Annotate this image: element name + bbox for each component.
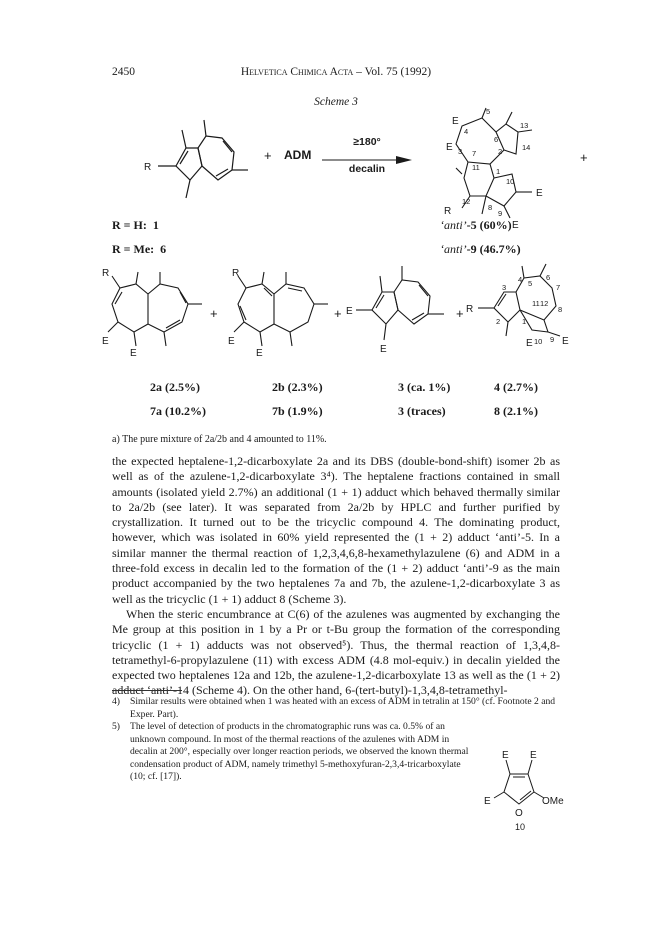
atom-e: E bbox=[530, 750, 537, 761]
locant: 7 bbox=[472, 149, 477, 158]
locant: 5 bbox=[486, 107, 491, 116]
atom-r: R bbox=[232, 268, 240, 279]
plus-sign: + bbox=[456, 306, 464, 321]
yield: (46.7%) bbox=[479, 242, 521, 256]
footnote-text: Similar results were obtained when 1 was heated with an excess of ADM in tetralin at 150° (cf. Footnote 2 and Exper. Part). bbox=[130, 696, 556, 720]
atom-o: O bbox=[515, 808, 523, 819]
anti-prefix: ‘anti’ bbox=[440, 218, 467, 232]
azulene-dicarboxylate-svg bbox=[346, 270, 456, 360]
locant: 5 bbox=[528, 279, 533, 288]
journal-header bbox=[112, 66, 560, 78]
plus-sign: + bbox=[210, 306, 218, 321]
locant: 7 bbox=[556, 283, 561, 292]
label-2a: 2a (2.5%) bbox=[150, 380, 200, 394]
plus-sign: + bbox=[580, 150, 588, 165]
azulene-svg bbox=[140, 126, 260, 206]
adduct-svg bbox=[432, 104, 572, 234]
footnote-mark: 4) bbox=[112, 696, 120, 707]
label-8: 8 (2.1%) bbox=[494, 404, 538, 418]
label-7a: 7a (10.2%) bbox=[150, 404, 206, 418]
body-text bbox=[112, 454, 560, 699]
atom-e: E bbox=[512, 220, 519, 231]
journal-volume: – Vol. 75 (1992) bbox=[353, 66, 432, 78]
locant: 1 bbox=[522, 317, 527, 326]
atom-e: E bbox=[102, 336, 109, 347]
locant: 8 bbox=[488, 203, 493, 212]
atom-e: E bbox=[484, 796, 491, 807]
azulene-structure bbox=[140, 126, 260, 211]
tricyclic-svg bbox=[466, 262, 576, 362]
locant: 10 bbox=[534, 337, 543, 346]
page-number: 2450 bbox=[112, 66, 135, 78]
heptalene-b-structure bbox=[224, 270, 334, 365]
condition-solvent: decalin bbox=[348, 163, 386, 175]
paragraph: the expected heptalene-1,2-dicarboxylate 2a and its DBS (double-bond-shift) isomer 2b as well as of the azulene-1,2-dicarboxylate 3⁴). The heptalene fractions contained in small amounts (isolated yield 2.7%) an additional (1 + 1) adduct which behaved thermally similar to 2a/2b (see later). It was separated from 2a/2b by HPLC and further purified by crystallization. It turned out to be the tricyclic compound 4. The dominating product, however, which was isolated in 60% yield represented the (1 + 2) adduct ‘anti’-5. In a similar manner the thermal reaction of 1,2,3,4,6,8-hexamethylazulene (6) and ADM in a three-fold excess in decalin led to the formation of the (1 + 2) adduct ‘anti’-9 as the main product accompanied by the two heptalenes 7a and 7b, the azulene-1,2-dicarboxylate 3 as well as the tricyclic (1 + 1) adduct 8 (Scheme 3). bbox=[112, 454, 560, 606]
furan-structure-10 bbox=[484, 746, 564, 837]
locant: 14 bbox=[522, 143, 531, 152]
atom-e: E bbox=[346, 306, 353, 317]
r-definition: R = Me: bbox=[112, 242, 155, 256]
furan-svg bbox=[484, 746, 564, 832]
compound-id: 6 bbox=[160, 242, 167, 256]
condition-temperature: ≥180° bbox=[353, 136, 381, 148]
scheme-title: Scheme 3 bbox=[314, 96, 358, 108]
scheme-footnote: a) The pure mixture of 2a/2b and 4 amounted to 11%. bbox=[112, 434, 327, 445]
locant: 3 bbox=[458, 147, 463, 156]
atom-r: R bbox=[102, 268, 110, 279]
atom-r: R bbox=[144, 162, 152, 173]
plus-sign: + bbox=[264, 148, 272, 163]
atom-e: E bbox=[526, 338, 533, 349]
label-compound-6 bbox=[112, 242, 166, 257]
reagent-adm: ADM bbox=[284, 148, 312, 162]
anti-prefix: ‘anti’ bbox=[440, 242, 467, 256]
atom-e: E bbox=[380, 344, 387, 355]
plus-sign: + bbox=[334, 306, 342, 321]
azulene-dicarboxylate-structure bbox=[346, 270, 456, 365]
compound-id: -9 bbox=[466, 242, 477, 256]
locant: 2 bbox=[496, 317, 501, 326]
locant: 4 bbox=[518, 275, 523, 284]
locant: 3 bbox=[502, 283, 507, 292]
atom-e: E bbox=[562, 336, 569, 347]
locant: 12 bbox=[462, 197, 471, 206]
locant: 12 bbox=[540, 299, 549, 308]
locant: 4 bbox=[464, 127, 469, 136]
locant: 8 bbox=[558, 305, 563, 314]
locant: 13 bbox=[520, 121, 529, 130]
footnote-text: The level of detection of products in the chromatographic runs was ca. 0.5% of an unknown compound. In most of the thermal reactions of the azulenes with ADM in decalin at 200°, especially over longer reaction periods, we observed the known thermal condensation product of ADM, namely trimethyl 5-methoxyfuran-2,3,4-tricarboxylate (10; cf. [17]). bbox=[130, 721, 469, 782]
label-anti-5 bbox=[440, 218, 512, 233]
locant: 6 bbox=[494, 135, 499, 144]
locant: 6 bbox=[546, 273, 551, 282]
atom-e: E bbox=[130, 348, 137, 359]
footnote-rule bbox=[112, 690, 182, 691]
atom-ome: OMe bbox=[542, 796, 564, 807]
tricyclic-structure bbox=[466, 262, 576, 367]
paragraph: When the steric encumbrance at C(6) of the azulenes was augmented by exchanging the Me group at this position in 1 by a Pr or t-Bu group the formation of the corresponding tricyclic (1 + 1) adducts was not observed⁵). Thus, the thermal reaction of 1,3,4,8-tetramethyl-6-propylazulene (11) with excess ADM (4.8 mol-equiv.) in decalin yielded the expected two heptalenes 12a and 12b, the azulene-1,2-dicarboxylate 13 as well as the (1 + 2) adduct ‘anti’-14 (Scheme 4). On the other hand, 6-(tert-butyl)-1,3,4,8-tetramethyl- bbox=[112, 606, 560, 698]
journal-name: Helvetica Chimica Acta bbox=[240, 66, 354, 78]
label-4: 4 (2.7%) bbox=[494, 380, 538, 394]
atom-r: R bbox=[444, 206, 452, 217]
locant: 10 bbox=[506, 177, 515, 186]
atom-e: E bbox=[256, 348, 263, 359]
locant: 11 bbox=[532, 299, 540, 308]
label-7b: 7b (1.9%) bbox=[272, 404, 323, 418]
atom-r: R bbox=[466, 304, 474, 315]
compound-id: -5 bbox=[466, 218, 477, 232]
atom-e: E bbox=[228, 336, 235, 347]
r-definition: R = H: bbox=[112, 218, 147, 232]
atom-e: E bbox=[536, 188, 543, 199]
heptalene-a-svg bbox=[98, 270, 208, 360]
locant: 1 bbox=[496, 167, 501, 176]
compound-id: 1 bbox=[152, 218, 159, 232]
yield: (60%) bbox=[479, 218, 512, 232]
label-anti-9 bbox=[440, 242, 521, 257]
running-header bbox=[112, 66, 560, 82]
atom-e: E bbox=[502, 750, 509, 761]
atom-e: E bbox=[452, 116, 459, 127]
locant: 9 bbox=[498, 209, 503, 218]
heptalene-a-structure bbox=[98, 270, 208, 365]
label-2b: 2b (2.3%) bbox=[272, 380, 323, 394]
footnote-mark: 5) bbox=[112, 721, 120, 732]
heptalene-b-svg bbox=[224, 270, 334, 360]
footnote-5 bbox=[112, 721, 475, 784]
atom-e: E bbox=[446, 142, 453, 153]
label-3: 3 (ca. 1%) bbox=[398, 380, 451, 394]
compound-10-label: 10 bbox=[515, 822, 526, 832]
locant: 2 bbox=[498, 147, 503, 156]
locant: 9 bbox=[550, 335, 555, 344]
locant: 11 bbox=[472, 163, 480, 172]
footnote-4 bbox=[112, 696, 560, 721]
label-3-traces: 3 (traces) bbox=[398, 404, 446, 418]
label-compound-1 bbox=[112, 218, 159, 233]
